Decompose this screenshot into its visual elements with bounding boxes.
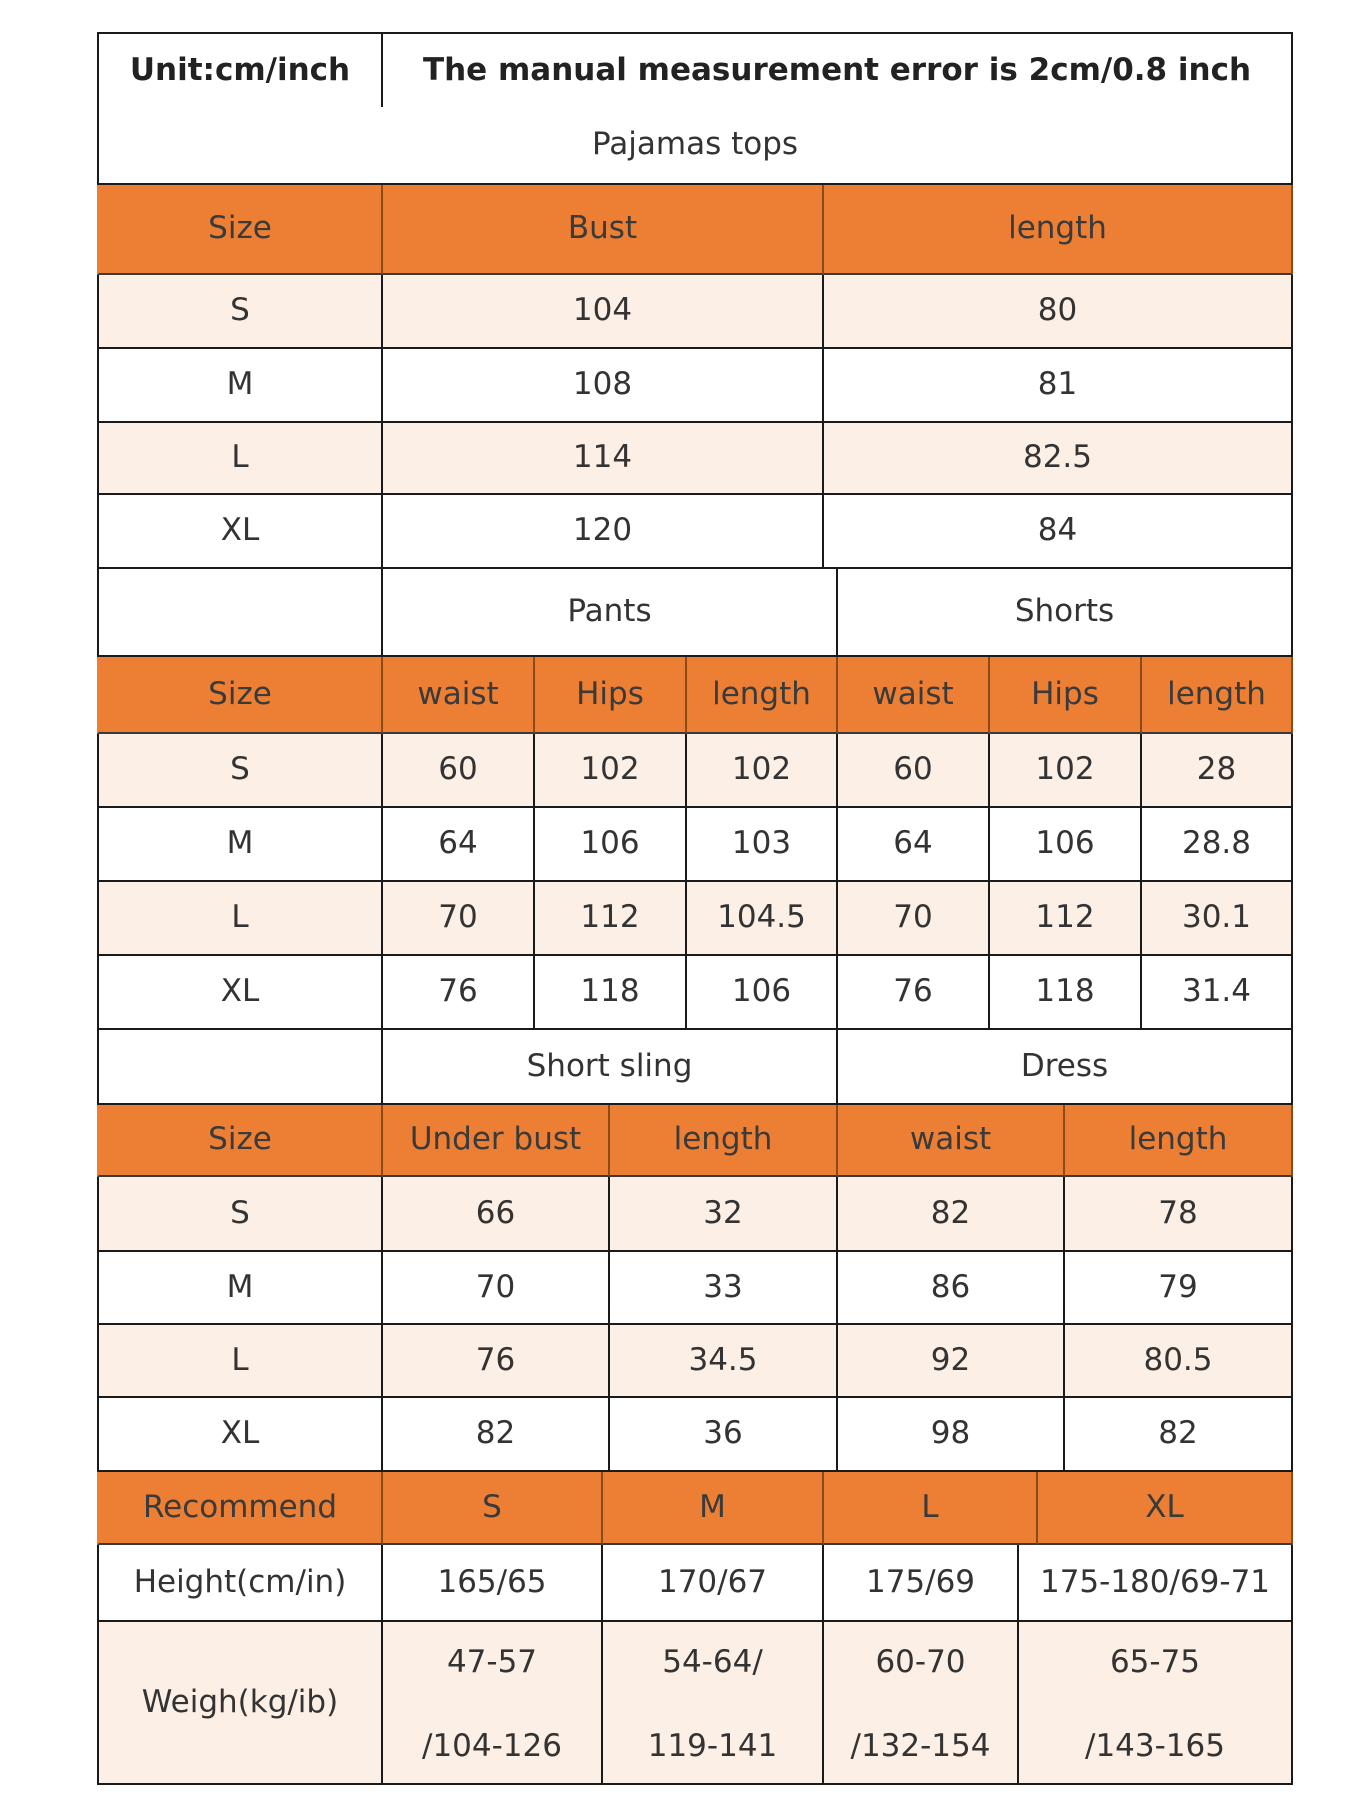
table-cell: 30.1 (1142, 882, 1293, 956)
table-cell: 175-180/69-71 (1019, 1545, 1293, 1622)
measurement-error-note: The manual measurement error is 2cm/0.8 inch (383, 34, 1293, 109)
row-label: Height(cm/in) (97, 1545, 383, 1622)
size-cell: L (97, 882, 383, 956)
section-title: Short sling (383, 1030, 838, 1105)
table-row (97, 956, 1293, 1030)
size-cell: S (97, 1177, 383, 1252)
table-cell: 114 (383, 423, 824, 495)
table-row (97, 275, 1293, 349)
weight-kg: 60-70 (875, 1644, 966, 1680)
table-cell: 112 (535, 882, 687, 956)
column-header: Size (97, 185, 383, 275)
size-cell: M (97, 349, 383, 423)
table-cell: 104.5 (687, 882, 838, 956)
size-cell: M (97, 1252, 383, 1325)
table-cell: 82 (383, 1398, 610, 1472)
pajamas-tops-title-row (97, 107, 1293, 185)
table-cell: 98 (838, 1398, 1065, 1472)
weight-lb: /132-154 (850, 1727, 991, 1764)
table-cell: 70 (383, 882, 535, 956)
size-cell: M (97, 808, 383, 882)
column-header: waist (838, 657, 990, 734)
size-cell: XL (97, 956, 383, 1030)
sling-dress-title-row (97, 1030, 1293, 1105)
weight-cell (603, 1622, 824, 1785)
table-row (97, 349, 1293, 423)
table-cell: 106 (990, 808, 1142, 882)
table-cell: 70 (383, 1252, 610, 1325)
table-cell: 70 (838, 882, 990, 956)
weight-lb: /104-126 (422, 1727, 562, 1764)
weight-lb: /143-165 (1085, 1727, 1225, 1764)
column-header: Hips (535, 657, 687, 734)
weight-row (97, 1622, 1293, 1785)
table-cell: 60 (838, 734, 990, 808)
table-cell: 34.5 (610, 1325, 838, 1398)
pants-shorts-header-row (97, 657, 1293, 734)
size-cell: L (97, 1325, 383, 1398)
table-cell: 170/67 (603, 1545, 824, 1622)
table-cell: 76 (838, 956, 990, 1030)
size-cell: S (97, 275, 383, 349)
row-label: Weigh(kg/ib) (97, 1622, 383, 1785)
weight-cell (1019, 1622, 1293, 1785)
table-row (97, 423, 1293, 495)
column-header: length (610, 1105, 838, 1177)
sling-dress-header-row (97, 1105, 1293, 1177)
table-cell: 82 (1065, 1398, 1293, 1472)
weight-kg: 65-75 (1109, 1644, 1201, 1680)
column-header: L (824, 1472, 1038, 1545)
unit-header-row (97, 32, 1293, 109)
table-cell: 106 (687, 956, 838, 1030)
column-header: XL (1038, 1472, 1293, 1545)
table-cell: 103 (687, 808, 838, 882)
table-cell: 80 (824, 275, 1293, 349)
table-cell: 32 (610, 1177, 838, 1252)
unit-label: Unit:cm/inch (97, 34, 383, 109)
table-cell: 28 (1142, 734, 1293, 808)
weight-lb: 119-141 (647, 1727, 778, 1764)
column-header: Size (97, 657, 383, 734)
size-chart-table (97, 32, 1293, 1785)
table-cell: 175/69 (824, 1545, 1019, 1622)
table-cell: 28.8 (1142, 808, 1293, 882)
empty-cell (97, 1030, 383, 1105)
column-header: S (383, 1472, 603, 1545)
column-header: waist (838, 1105, 1065, 1177)
pants-shorts-title-row (97, 569, 1293, 657)
size-cell: S (97, 734, 383, 808)
size-cell: L (97, 423, 383, 495)
table-cell: 66 (383, 1177, 610, 1252)
column-header: M (603, 1472, 824, 1545)
table-row (97, 1252, 1293, 1325)
table-row (97, 882, 1293, 956)
table-row (97, 808, 1293, 882)
column-header: Recommend (97, 1472, 383, 1545)
section-title: Shorts (838, 569, 1293, 657)
empty-cell (97, 569, 383, 657)
table-cell: 92 (838, 1325, 1065, 1398)
weight-kg: 47-57 (446, 1644, 538, 1680)
table-cell: 81 (824, 349, 1293, 423)
column-header: Bust (383, 185, 824, 275)
column-header: Under bust (383, 1105, 610, 1177)
table-cell: 120 (383, 495, 824, 569)
section-title: Pants (383, 569, 838, 657)
table-row (97, 1398, 1293, 1472)
column-header: length (824, 185, 1293, 275)
column-header: length (1142, 657, 1293, 734)
weight-kg: 54-64/ (662, 1644, 763, 1680)
table-cell: 102 (990, 734, 1142, 808)
table-row (97, 495, 1293, 569)
size-cell: XL (97, 495, 383, 569)
table-cell: 102 (535, 734, 687, 808)
table-cell: 104 (383, 275, 824, 349)
table-cell: 118 (990, 956, 1142, 1030)
table-cell: 76 (383, 1325, 610, 1398)
recommend-header-row (97, 1472, 1293, 1545)
section-title: Pajamas tops (97, 107, 1293, 185)
column-header: waist (383, 657, 535, 734)
table-cell: 165/65 (383, 1545, 603, 1622)
table-cell: 76 (383, 956, 535, 1030)
table-row (97, 1177, 1293, 1252)
table-cell: 106 (535, 808, 687, 882)
table-cell: 36 (610, 1398, 838, 1472)
height-row (97, 1545, 1293, 1622)
table-cell: 86 (838, 1252, 1065, 1325)
table-cell: 33 (610, 1252, 838, 1325)
column-header: length (1065, 1105, 1293, 1177)
table-cell: 84 (824, 495, 1293, 569)
table-cell: 79 (1065, 1252, 1293, 1325)
table-cell: 118 (535, 956, 687, 1030)
table-cell: 82.5 (824, 423, 1293, 495)
weight-cell (824, 1622, 1019, 1785)
table-cell: 31.4 (1142, 956, 1293, 1030)
table-cell: 80.5 (1065, 1325, 1293, 1398)
pajamas-tops-header-row (97, 185, 1293, 275)
table-cell: 108 (383, 349, 824, 423)
table-cell: 82 (838, 1177, 1065, 1252)
table-cell: 78 (1065, 1177, 1293, 1252)
table-cell: 64 (838, 808, 990, 882)
table-cell: 64 (383, 808, 535, 882)
column-header: Hips (990, 657, 1142, 734)
column-header: Size (97, 1105, 383, 1177)
column-header: length (687, 657, 838, 734)
table-cell: 60 (383, 734, 535, 808)
weight-cell (383, 1622, 603, 1785)
table-row (97, 1325, 1293, 1398)
table-cell: 112 (990, 882, 1142, 956)
table-row (97, 734, 1293, 808)
table-cell: 102 (687, 734, 838, 808)
section-title: Dress (838, 1030, 1293, 1105)
size-cell: XL (97, 1398, 383, 1472)
